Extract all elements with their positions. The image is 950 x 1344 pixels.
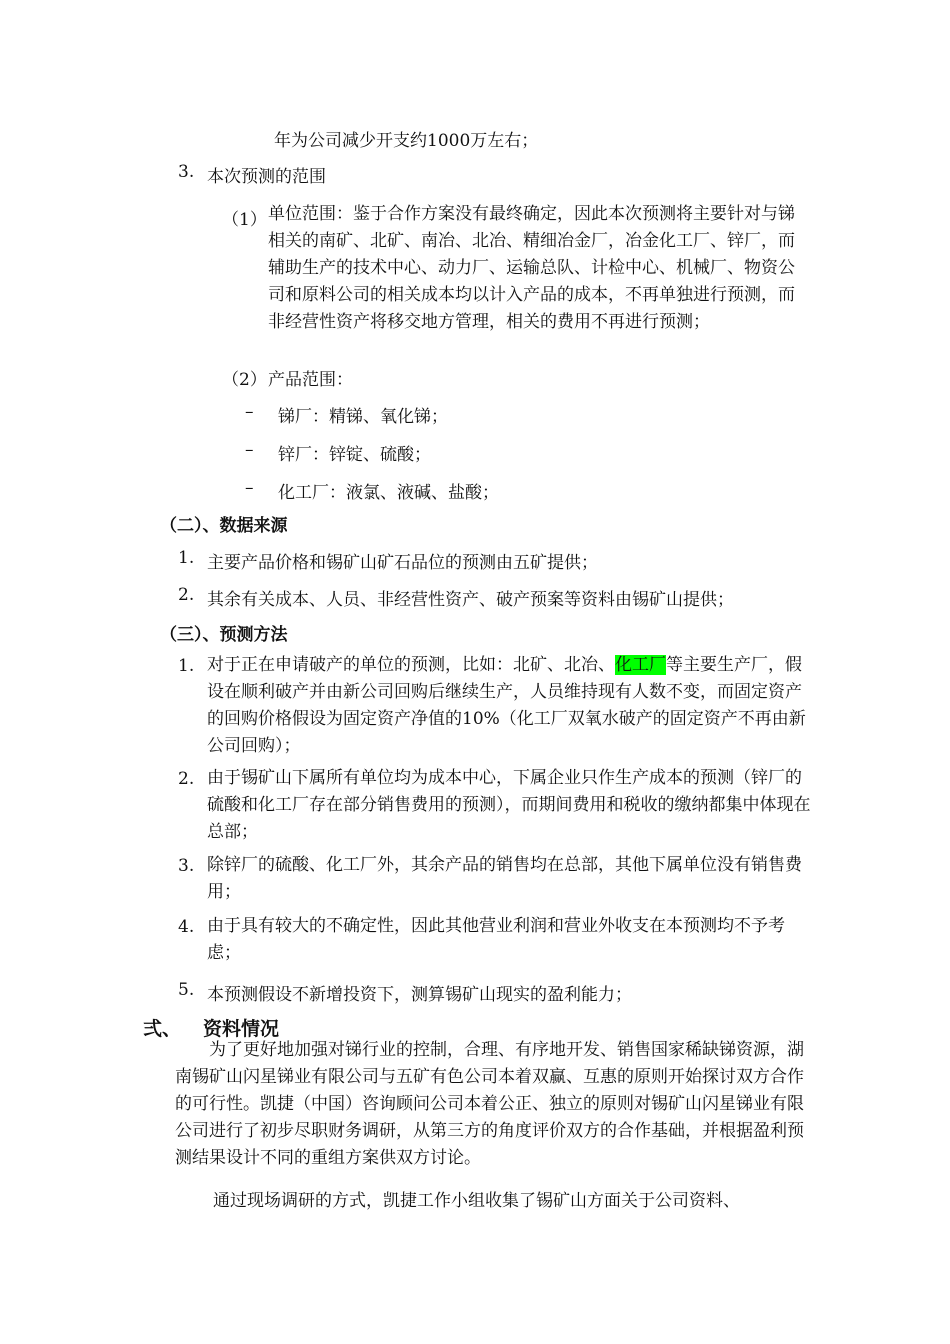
list-number: 3. [178, 856, 195, 876]
scope-number: 3. [178, 162, 195, 182]
list-number: 4. [178, 917, 195, 937]
section-title: 资料情况 [203, 1018, 280, 1040]
list-item: 除锌厂的硫酸、化工厂外，其余产品的销售均在总部，其他下属单位没有销售费用； [207, 855, 802, 902]
body-paragraph: 通过现场调研的方式，凯捷工作小组收集了锡矿山方面关于公司资料、 [213, 1191, 740, 1211]
list-item-text: 对于正在申请破产的单位的预测，比如：北矿、北冶、 [207, 655, 615, 675]
dash-bullet: – [245, 478, 254, 498]
highlighted-text: 化工厂 [615, 655, 666, 675]
scope-item-label: （1） [222, 210, 267, 230]
scope-title: 本次预测的范围 [207, 167, 326, 187]
list-item: 由于锡矿山下属所有单位均为成本中心，下属企业只作生产成本的预测（锌厂的硫酸和化工厂存在部分销售费用的预测），而期间费用和税收的缴纳都集中体现在总部； [207, 768, 811, 842]
product-item: 锑厂：精锑、氧化锑； [278, 407, 448, 427]
list-number: 2. [178, 769, 195, 789]
dash-bullet: – [245, 402, 254, 422]
data-source-heading: （二）、数据来源 [160, 516, 288, 536]
list-number: 5. [178, 980, 195, 1000]
scope-item-text: 单位范围：鉴于合作方案没有最终确定，因此本次预测将主要针对与锑相关的南矿、北矿、南冶、北冶、精细冶金厂，冶金化工厂、锌厂，而辅助生产的技术中心、动力厂、运输总队、计检中心、机械厂、物资公司和原料公司的相关成本均以计入产品的成本，不再单独进行预测，而非经营性资产将移交地方管理，相关的费用不再进行预测； [268, 204, 795, 332]
body-paragraph: 为了更好地加强对锑行业的控制，合理、有序地开发、销售国家稀缺锑资源，湖南锡矿山闪星锑业有限公司与五矿有色公司本着双赢、互惠的原则开始探讨双方合作的可行性。凯捷（中国）咨询顾问公司本着公正、独立的原则对锡矿山闪星锑业有限公司进行了初步尽职财务调研，从第三方的角度评价双方的合作基础，并根据盈利预测结果设计不同的重组方案供双方讨论。 [175, 1040, 804, 1168]
list-item: 由于具有较大的不确定性，因此其他营业利润和营业外收支在本预测均不予考虑； [207, 916, 785, 963]
section-number: 弍、 [143, 1018, 182, 1040]
list-item: 主要产品价格和锡矿山矿石品位的预测由五矿提供； [207, 553, 598, 573]
product-item: 锌厂：锌锭、硫酸； [278, 445, 431, 465]
list-item: 本预测假设不新增投资下，测算锡矿山现实的盈利能力； [207, 985, 632, 1005]
scope-item-label: （2） [222, 370, 267, 390]
list-item [207, 652, 812, 760]
product-item: 化工厂：液氯、液碱、盐酸； [278, 483, 499, 503]
list-item: 其余有关成本、人员、非经营性资产、破产预案等资料由锡矿山提供； [207, 590, 734, 610]
list-number: 1. [178, 656, 195, 676]
scope-item-text: 产品范围： [268, 370, 353, 390]
continuation-line: 年为公司减少开支约1000万左右； [274, 131, 539, 151]
list-number: 2. [178, 585, 195, 605]
list-number: 1. [178, 548, 195, 568]
list-item-text: 等主要生产厂，假设在顺利破产并由新公司回购后继续生产，人员维持现有人数不变，而固定资产的回购价格假设为固定资产净值的10%（化工厂双氧水破产的固定资产不再由新公司回购）； [207, 655, 806, 756]
method-heading: （三）、预测方法 [160, 625, 288, 645]
dash-bullet: – [245, 440, 254, 460]
